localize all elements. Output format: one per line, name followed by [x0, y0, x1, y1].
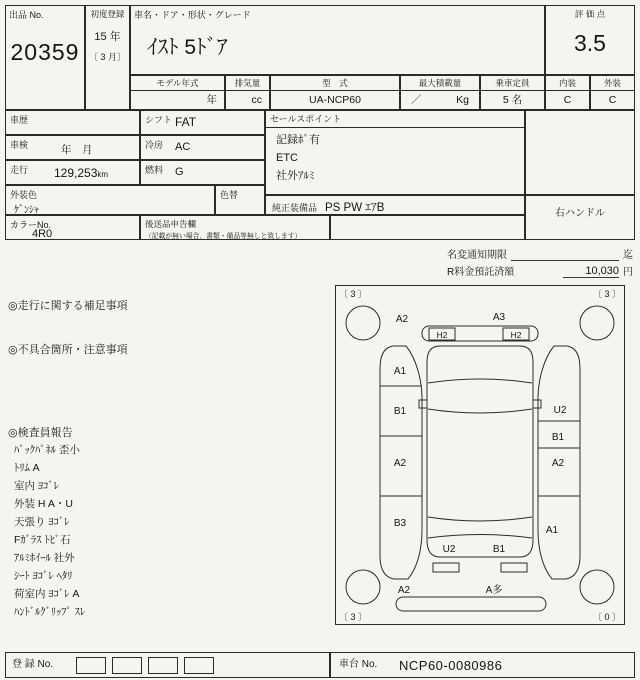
inspector-report-item: 外装 H A・U [14, 498, 73, 510]
model-code-cell [270, 75, 400, 110]
recycle-fee-label: R料金預託済額 [447, 267, 515, 278]
lot-number-value: 20359 [10, 39, 80, 65]
rear-bumper [396, 597, 546, 611]
oem-equipment-label: 純正装備品 [272, 203, 318, 213]
model-year-label: モデル年式 [131, 76, 224, 91]
empty-cell [525, 110, 635, 195]
max-load-unit: Kg [456, 94, 469, 106]
recycle-fee-row [447, 263, 633, 278]
inspector-report-title: ◎検査員報告 [8, 427, 73, 439]
diagram-label-right-2: B1 [551, 432, 565, 443]
first-registration-cell [85, 5, 130, 110]
diagram-label-left-3: A2 [393, 458, 407, 469]
chassis-no-value: NCP60-0080986 [399, 658, 503, 673]
car-name-label: 車名・ドア・形状・グレード [134, 10, 251, 20]
max-load-slash: ／ [411, 94, 422, 106]
color-no-value: 4R0 [32, 228, 53, 240]
diagram-label-right-1: U2 [553, 405, 567, 416]
capacity-value: 5 名 [502, 94, 523, 106]
shift-cell [140, 110, 265, 135]
mileage-label: 走行 [10, 165, 29, 175]
inspector-report-item: ﾊﾝﾄﾞﾙｸﾞﾘｯﾌﾟ ｽﾚ [14, 606, 86, 618]
mirror-left [419, 400, 427, 408]
body-color-label: 外装色 [10, 190, 38, 200]
inspector-report-item: Fｶﾞﾗｽ ﾄﾋﾞ石 [14, 534, 71, 546]
displacement-cell [225, 75, 270, 110]
diagram-label-rear-outer-2: A多 [485, 585, 503, 596]
aircon-value: AC [175, 141, 191, 153]
interior-grade-value: C [563, 94, 572, 106]
wheel-front-left [346, 306, 380, 340]
lot-number-cell [5, 5, 85, 110]
mirror-right [533, 400, 541, 408]
sales-point-item: ETC [276, 152, 298, 164]
empty-cell [330, 215, 525, 240]
registration-no-cell [5, 652, 330, 678]
diagram-corner-bottom-left: 〔 3 〕 [339, 612, 368, 622]
inspector-report-item: ﾊﾞｯｸﾊﾟﾈﾙ 歪小 [14, 444, 80, 456]
mileage-note-title: ◎走行に関する補足事項 [8, 300, 128, 312]
sales-point-item: 社外ｱﾙﾐ [276, 170, 315, 182]
diagram-label-left-2: B1 [393, 406, 407, 417]
first-registration-year: 15 年 [94, 31, 121, 43]
inspector-report-item: ｱﾙﾐﾎｲｰﾙ 社外 [14, 552, 75, 564]
diagram-corner-top-right: 〔 3 〕 [592, 289, 621, 299]
aircon-cell [140, 135, 265, 160]
later-items-cell [140, 215, 330, 240]
sales-points-cell [265, 110, 525, 195]
first-registration-month: 〔 3 月〕 [88, 52, 126, 62]
diagram-label-rear-inner-2: B1 [492, 544, 506, 555]
car-name-cell [130, 5, 545, 75]
recycle-fee-value: 10,030 [563, 265, 619, 278]
defects-title: ◎不具合箇所・注意事項 [8, 344, 128, 356]
diagram-label-right-3: A2 [551, 458, 565, 469]
name-change-deadline-row [447, 246, 633, 261]
shift-label: シフト [145, 115, 173, 125]
mileage-value: 129,253km [54, 166, 109, 180]
exterior-grade-label: 外装 [591, 76, 634, 91]
car-name-value: ｲｽﾄ 5ﾄﾞｱ [147, 36, 228, 59]
trunk-line [428, 535, 532, 539]
diagram-label-h2-right: H2 [510, 330, 522, 340]
aircon-label: 冷房 [145, 140, 164, 150]
steering-value: 右ハンドル [555, 208, 605, 219]
hood-line [428, 379, 532, 383]
model-year-value: 年 [206, 94, 217, 106]
interior-grade-cell [545, 75, 590, 110]
max-load-value [401, 91, 479, 109]
fuel-label: 燃料 [145, 165, 164, 175]
later-items-label: 後送品申告欄 [145, 219, 197, 229]
diagram-label-left-4: B3 [393, 518, 407, 529]
color-change-cell [215, 185, 265, 215]
damage-diagram-box [335, 285, 625, 625]
inspector-report-item: ｼｰﾄ ﾖｺﾞﾚ ﾍﾀﾘ [14, 570, 73, 582]
later-items-note: （記載が無い場合、書類・備品等無しと致します） [145, 233, 302, 240]
score-cell [545, 5, 635, 75]
displacement-label: 排気量 [226, 76, 269, 91]
inspector-report-item: 荷室内 ﾖｺﾞﾚ A [14, 588, 80, 600]
color-no-label: カラーNo. [10, 220, 52, 230]
inspector-report-item: 室内 ﾖｺﾞﾚ [14, 480, 59, 492]
history-cell [5, 110, 140, 135]
wheel-front-right [580, 306, 614, 340]
capacity-cell [480, 75, 545, 110]
tail-lamp-right [501, 563, 527, 572]
exterior-grade-value: C [608, 94, 617, 106]
registration-no-box [112, 657, 142, 674]
wheel-rear-left [346, 570, 380, 604]
oem-equipment-cell [265, 195, 525, 215]
inspection-value: 年 月 [61, 144, 93, 156]
chassis-no-label: 車台 No. [339, 659, 378, 670]
color-change-label: 色替 [220, 190, 239, 200]
first-registration-label: 初度登録 [90, 9, 125, 19]
diagram-label-rear-inner-1: U2 [442, 544, 456, 555]
model-year-cell [130, 75, 225, 110]
history-label: 車歴 [10, 115, 29, 125]
steering-cell [525, 195, 635, 240]
shift-value: FAT [175, 115, 197, 129]
sales-points-label: セールスポイント [266, 111, 524, 128]
registration-no-box [76, 657, 106, 674]
wheel-rear-right [580, 570, 614, 604]
name-change-deadline-label: 名変通知期限 [447, 250, 507, 261]
tail-lamp-left [433, 563, 459, 572]
car-diagram [336, 286, 624, 624]
diagram-corner-top-left: 〔 3 〕 [339, 289, 368, 299]
capacity-label: 乗車定員 [481, 76, 544, 91]
mileage-unit: km [97, 170, 109, 179]
sales-point-item: 記録ﾎﾞ有 [276, 134, 320, 146]
name-change-deadline-blank [511, 249, 619, 261]
windshield-line [428, 409, 532, 413]
fuel-value: G [175, 166, 184, 178]
inspector-report-list [14, 441, 85, 621]
car-body-outline [427, 346, 533, 557]
lot-number-label: 出品 No. [9, 10, 44, 20]
inspection-cell [5, 135, 140, 160]
inspection-label: 車検 [10, 140, 29, 150]
registration-no-box [148, 657, 178, 674]
name-change-deadline-suffix: 迄 [623, 250, 633, 261]
max-load-label: 最大積載量 [401, 76, 479, 91]
diagram-label-front-right: A3 [492, 312, 506, 323]
diagram-label-left-1: A1 [393, 366, 407, 377]
recycle-fee-unit: 円 [623, 267, 633, 278]
model-code-label: 型 式 [271, 76, 399, 91]
fuel-cell [140, 160, 265, 185]
mileage-cell [5, 160, 140, 185]
score-value: 3.5 [574, 30, 606, 56]
displacement-value: cc [251, 94, 262, 106]
model-code-value: UA-NCP60 [309, 94, 361, 106]
registration-no-label: 登 録 No. [12, 659, 54, 670]
inspector-report-item: 天張り ﾖｺﾞﾚ [14, 516, 70, 528]
registration-no-box [184, 657, 214, 674]
diagram-label-h2-left: H2 [436, 330, 448, 340]
score-label: 評 価 点 [574, 9, 606, 19]
chassis-no-cell [330, 652, 635, 678]
body-color-value: ｹﾞﾝｼｬ [14, 205, 39, 216]
interior-grade-label: 内装 [546, 76, 589, 91]
exterior-grade-cell [590, 75, 635, 110]
body-color-cell [5, 185, 215, 215]
color-no-cell [5, 215, 140, 240]
diagram-label-rear-outer-1: A2 [397, 585, 411, 596]
rear-window-line [428, 517, 532, 521]
diagram-label-right-4: A1 [545, 525, 559, 536]
oem-equipment-value: PS PW ｴｱB [325, 202, 385, 214]
diagram-label-front-left: A2 [395, 314, 409, 325]
diagram-corner-bottom-right: 〔 0 〕 [592, 612, 621, 622]
max-load-cell [400, 75, 480, 110]
inspector-report-item: ﾄﾘﾑ A [14, 462, 40, 474]
